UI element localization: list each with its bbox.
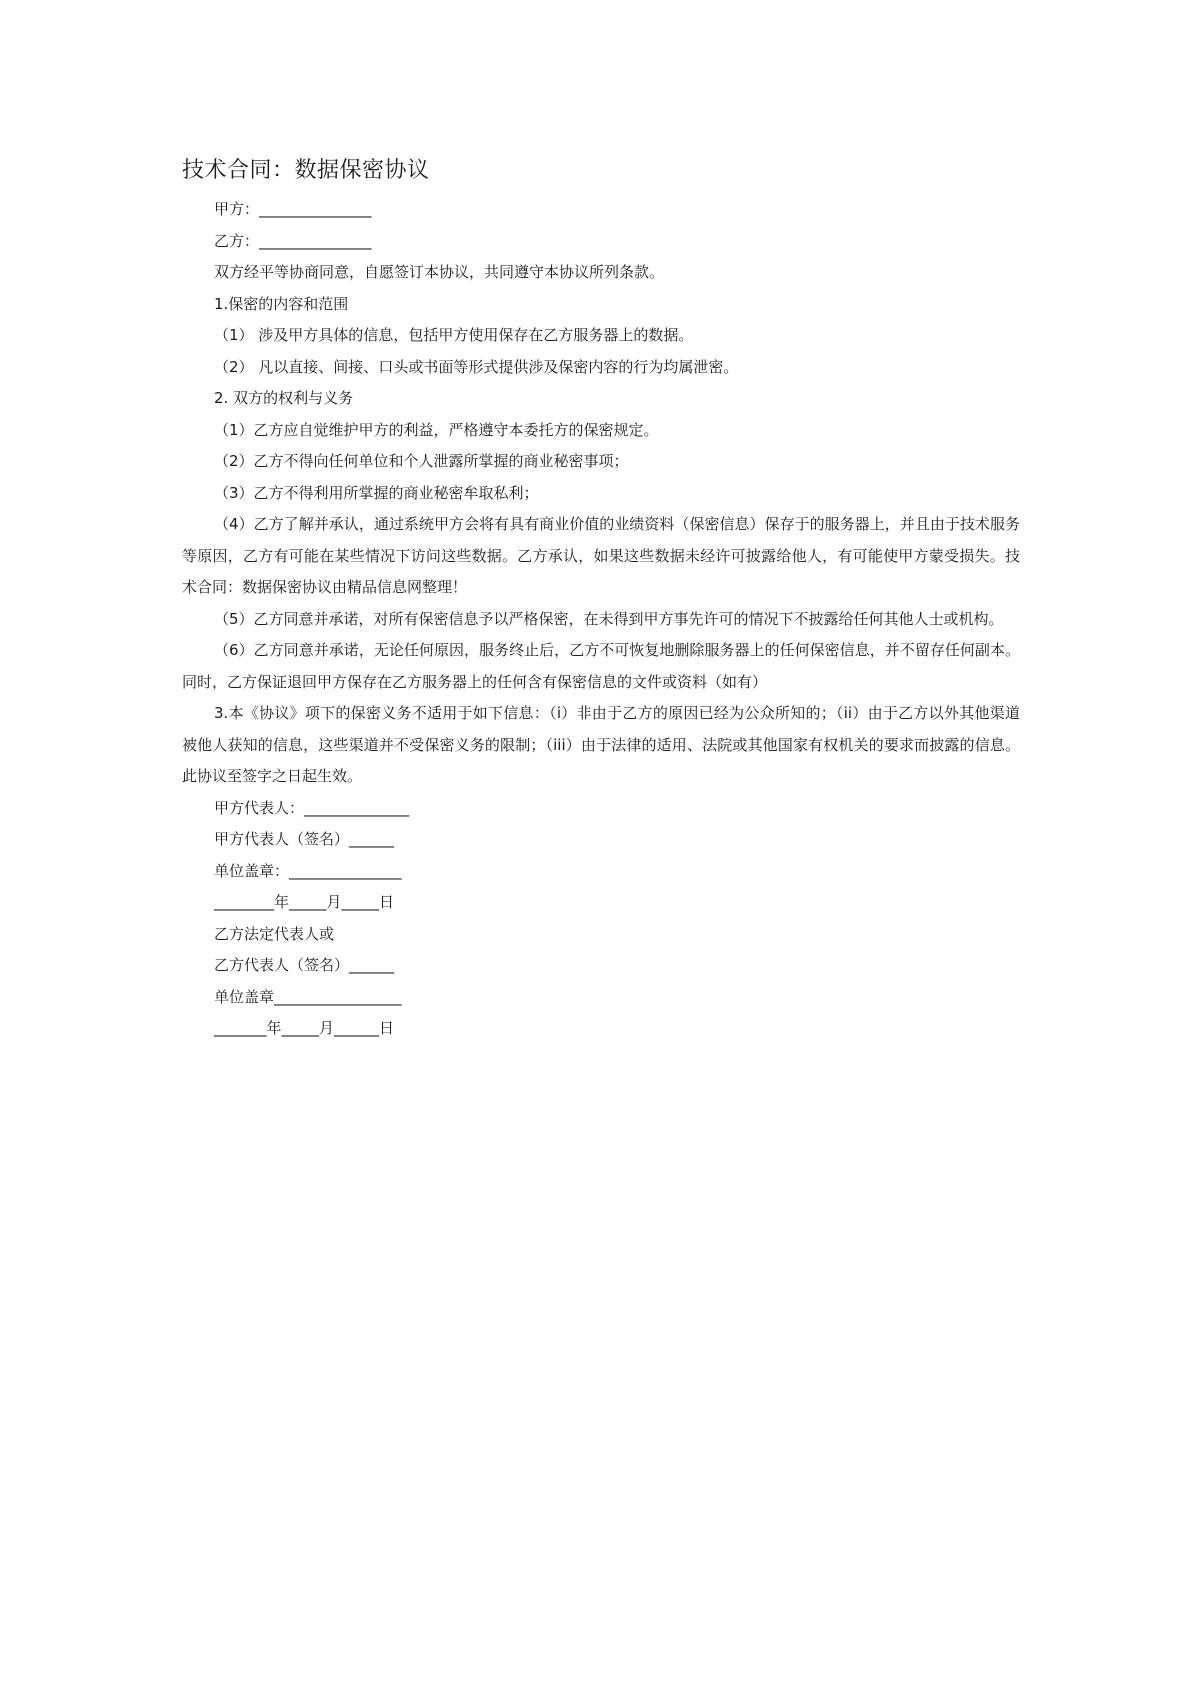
party-b-signature-line: 乙方代表人（签名）______: [214, 956, 395, 974]
section-1-item-1: （1） 涉及甲方具体的信息，包括甲方使用保存在乙方服务器上的数据。: [214, 326, 694, 344]
party-a-signature-line: 甲方代表人（签名）______: [214, 830, 395, 848]
section-2-item-2: （2）乙方不得向任何单位和个人泄露所掌握的商业秘密事项；: [214, 452, 629, 470]
section-2-item-4: （4）乙方了解并承认，通过系统甲方会将有具有商业价值的业绩资料（保密信息）保存于的服务器上，并且由于技术服务等原因，乙方有可能在某些情况下访问这些数据。乙方承认，如果这些数据未经许可披露给他人，有可能使甲方蒙受损失。技术合同：数据保密协议由精品信息网整理！: [182, 515, 1020, 596]
section-2-item-3: （3）乙方不得利用所掌握的商业秘密牟取私利；: [214, 483, 539, 502]
party-a-line: 甲方：_______________: [214, 200, 372, 218]
section-1-item-2: （2） 凡以直接、间接、口头或书面等形式提供涉及保密内容的行为均属泄密。: [214, 357, 739, 376]
intro-paragraph: 双方经平等协商同意，自愿签订本协议，共同遵守本协议所列条款。: [214, 263, 665, 281]
party-a-representative-line: 甲方代表人：______________: [214, 798, 410, 817]
party-b-legal-representative-line: 乙方法定代表人或: [214, 924, 335, 943]
party-b-line: 乙方：_______________: [214, 231, 372, 250]
party-b-date-line: _______年_____月______日: [214, 1019, 395, 1037]
party-b-seal-line: 单位盖章_________________: [214, 987, 402, 1006]
party-a-seal-line: 单位盖章：_______________: [214, 861, 402, 880]
document-body: [182, 194, 1020, 1045]
section-2-item-5: （5）乙方同意并承诺，对所有保密信息予以严格保密，在未得到甲方事先许可的情况下不披露给任何其他人士或机构。: [214, 609, 1004, 628]
document-page: [182, 156, 1020, 1045]
section-1-heading: 1.保密的内容和范围: [214, 294, 349, 313]
section-2-item-1: （1）乙方应自觉维护甲方的利益，严格遵守本委托方的保密规定。: [214, 420, 659, 439]
section-2-item-6: （6）乙方同意并承诺，无论任何原因，服务终止后，乙方不可恢复地删除服务器上的任何保密信息，并不留存任何副本。同时，乙方保证退回甲方保存在乙方服务器上的任何含有保密信息的文件或资料（如有）: [182, 641, 1020, 691]
party-a-date-line: ________年_____月_____日: [214, 893, 395, 911]
document-title: 技术合同：数据保密协议: [182, 158, 430, 183]
section-2-heading: 2. 双方的权利与义务: [214, 389, 354, 407]
section-3-paragraph: 3.本《协议》项下的保密义务不适用于如下信息：（i）非由于乙方的原因已经为公众所知的；（ii）由于乙方以外其他渠道被他人获知的信息，这些渠道并不受保密义务的限制；（iii）由于法律的适用、法院或其他国家有权机关的要求而披露的信息。此协议至签字之日起生效。: [182, 704, 1020, 785]
